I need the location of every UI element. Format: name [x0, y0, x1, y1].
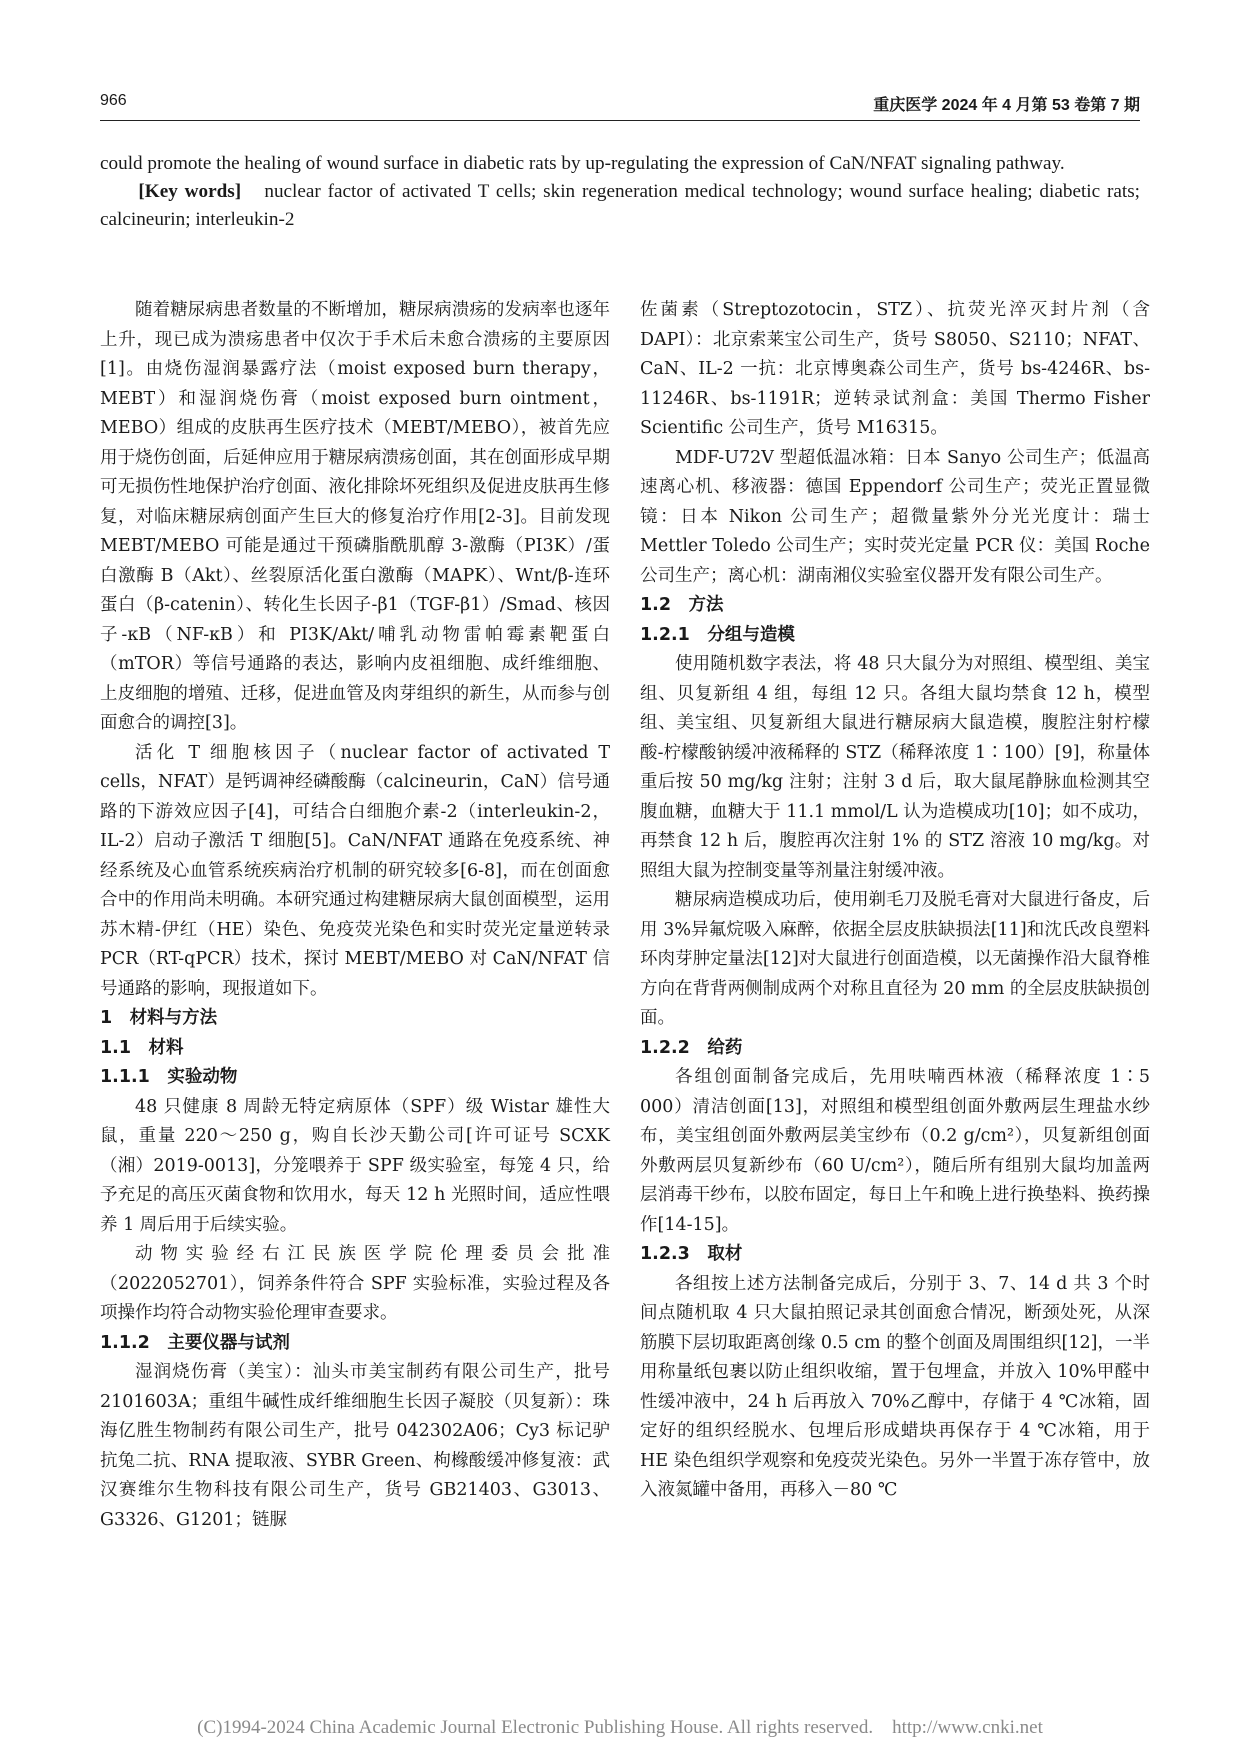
keywords-text: nuclear factor of activated T cells; skin regeneration medical technology; wound surface healing; diabetic rats; calcineurin; interleukin-2	[100, 181, 1140, 230]
page-number: 966	[100, 92, 127, 109]
instruments-paragraph: MDF-U72V 型超低温冰箱：日本 Sanyo 公司生产；低温高速离心机、移液器：德国 Eppendorf 公司生产；荧光正置显微镜：日本 Nikon 公司生产；超微量紫外分光光度计：瑞士 Mettler Toledo 公司生产；实时荧光定量 PCR 仪：美国 Roche 公司生产；离心机：湖南湘仪实验室仪器开发有限公司生产。	[640, 447, 1150, 586]
section-heading-1-2-2: 1.2.2 给药	[640, 1037, 743, 1058]
section-heading-1-1: 1.1 材料	[100, 1037, 184, 1058]
ethics-paragraph: 动物实验经右江民族医学院伦理委员会批准（2022052701），饲养条件符合 SPF 实验标准，实验过程及各项操作均符合动物实验伦理审查要求。	[100, 1244, 610, 1323]
section-heading-1: 1 材料与方法	[100, 1008, 218, 1028]
page-header	[100, 92, 1140, 118]
right-column	[640, 296, 1150, 1506]
section-heading-1-2-3: 1.2.3 取材	[640, 1244, 743, 1264]
section-heading-1-2-1: 1.2.1 分组与造模	[640, 624, 795, 645]
sampling-paragraph: 各组按上述方法制备完成后，分别于 3、7、14 d 共 3 个时间点随机取 4 只大鼠拍照记录其创面愈合情况，断颈处死，从深筋膜下层切取距离创缘 0.5 cm 的整个创面及周围组织[12]，一半用称量纸包裹以防止组织收缩，置于包埋盒，并放入 10%甲醛中性缓冲液中，24 h 后再放入 70%乙醇中，存储于 4 ℃冰箱，固定好的组织经脱水、包埋后形成蜡块再保存于 4 ℃冰箱，用于 HE 染色组织学观察和免疫荧光染色。另外一半置于冻存管中，放入液氮罐中备用，再移入－80 ℃	[640, 1273, 1150, 1500]
abstract-conclusion: could promote the healing of wound surface in diabetic rats by up-regulating the expression of CaN/NFAT signaling pathway.	[100, 153, 1065, 174]
reagents-paragraph: 湿润烧伤膏（美宝）：汕头市美宝制药有限公司生产，批号 2101603A；重组牛碱性成纤维细胞生长因子凝胶（贝复新）：珠海亿胜生物制药有限公司生产，批号 042302A06；Cy3 标记驴抗兔二抗、RNA 提取液、SYBR Green、枸橼酸缓冲修复液：武汉赛维尔生物科技有限公司生产，货号 GB21403、G3013、G3326、G1201；链脲	[100, 1362, 610, 1530]
reagents-continued: 佐菌素（Streptozotocin，STZ）、抗荧光淬灭封片剂（含 DAPI）：北京索莱宝公司生产，货号 S8050、S2110；NFAT、CaN、IL-2 一抗：北京博奥森公司生产，货号 bs-4246R、bs-11246R、bs-1191R；逆转录试剂盒：美国 Thermo Fisher Scientific 公司生产，货号 M16315。	[640, 300, 1150, 438]
section-heading-1-1-1: 1.1.1 实验动物	[100, 1067, 238, 1087]
grouping-paragraph: 使用随机数字表法，将 48 只大鼠分为对照组、模型组、美宝组、贝复新组 4 组，每组 12 只。各组大鼠均禁食 12 h，模型组、美宝组、贝复新组大鼠进行糖尿病大鼠造模，腹腔注射柠檬酸-柠檬酸钠缓冲液稀释的 STZ（稀释浓度 1∶100）[9]，称量体重后按 50 mg/kg 注射；注射 3 d 后，取大鼠尾静脉血检测其空腹血糖，血糖大于 11.1 mmol/L 认为造模成功[10]；如不成功，再禁食 12 h 后，腹腔再次注射 1% 的 STZ 溶液 10 mg/kg。对照组大鼠为控制变量等剂量注射缓冲液。	[640, 654, 1150, 881]
abstract-tail	[100, 150, 1140, 234]
dosing-paragraph: 各组创面制备完成后，先用呋喃西林液（稀释浓度 1∶5 000）清洁创面[13]，对照组和模型组创面外敷两层生理盐水纱布，美宝组创面外敷两层美宝纱布（0.2 g/cm²），贝复新组创面外敷两层贝复新纱布（60 U/cm²），随后所有组别大鼠均加盖两层消毒干纱布，以胶布固定，每日上午和晚上进行换垫料、换药操作[14-15]。	[640, 1067, 1150, 1235]
intro-paragraph-1: 随着糖尿病患者数量的不断增加，糖尿病溃疡的发病率也逐年上升，现已成为溃疡患者中仅次于手术后未愈合溃疡的主要原因[1]。由烧伤湿润暴露疗法（moist exposed burn therapy，MEBT）和湿润烧伤膏（moist exposed burn ointment，MEBO）组成的皮肤再生医疗技术（MEBT/MEBO），被首先应用于烧伤创面，后延伸应用于糖尿病溃疡创面，其在创面形成早期可无损伤性地保护治疗创面、液化排除坏死组织及促进皮肤再生修复，对临床糖尿病创面产生巨大的修复治疗作用[2-3]。目前发现 MEBT/MEBO 可能是通过干预磷脂酰肌醇 3-激酶（PI3K）/蛋白激酶 B（Akt）、丝裂原活化蛋白激酶（MAPK）、Wnt/β-连环蛋白（β-catenin）、转化生长因子-β1（TGF-β1）/Smad、核因子-κB（NF-κB）和 PI3K/Akt/哺乳动物雷帕霉素靶蛋白（mTOR）等信号通路的表达，影响内皮祖细胞、成纤维细胞、上皮细胞的增殖、迁移，促进血管及肉芽组织的新生，从而参与创面愈合的调控[3]。	[100, 300, 610, 733]
section-heading-1-2: 1.2 方法	[640, 595, 724, 615]
intro-paragraph-2: 活化 T 细胞核因子（nuclear factor of activated T cells，NFAT）是钙调神经磷酸酶（calcineurin，CaN）信号通路的下游效应因子[4]，可结合白细胞介素-2（interleukin-2，IL-2）启动子激活 T 细胞[5]。CaN/NFAT 通路在免疫系统、神经系统及心血管系统疾病治疗机制的研究较多[6-8]，而在创面愈合中的作用尚未明确。本研究通过构建糖尿病大鼠创面模型，运用苏木精-伊红（HE）染色、免疫荧光染色和实时荧光定量逆转录 PCR（RT-qPCR）技术，探讨 MEBT/MEBO 对 CaN/NFAT 信号通路的影响，现报道如下。	[100, 742, 610, 999]
header-rule	[100, 120, 1140, 121]
animals-paragraph: 48 只健康 8 周龄无特定病原体（SPF）级 Wistar 雄性大鼠，重量 220～250 g，购自长沙天勤公司[许可证号 SCXK（湘）2019-0013]，分笼喂养于 SPF 级实验室，每笼 4 只，给予充足的高压灭菌食物和饮用水，每天 12 h 光照时间，适应性喂养 1 周后用于后续实验。	[100, 1096, 610, 1235]
section-heading-1-1-2: 1.1.2 主要仪器与试剂	[100, 1332, 290, 1353]
keywords-label: [Key words]	[138, 181, 242, 202]
journal-title: 重庆医学 2024 年 4 月第 53 卷第 7 期	[873, 97, 1140, 114]
copyright-footer: (C)1994-2024 China Academic Journal Electronic Publishing House. All rights reserved. http://www.cnki.net	[197, 1717, 1043, 1738]
left-column	[100, 296, 610, 1535]
wound-model-paragraph: 糖尿病造模成功后，使用剃毛刀及脱毛膏对大鼠进行备皮，后用 3%异氟烷吸入麻醉，依据全层皮肤缺损法[11]和沈氏改良塑料环肉芽肿定量法[12]对大鼠进行创面造模，以无菌操作沿大鼠脊椎方向在背背两侧制成两个对称且直径为 20 mm 的全层皮肤缺损创面。	[640, 890, 1150, 1028]
keywords	[100, 178, 1140, 234]
